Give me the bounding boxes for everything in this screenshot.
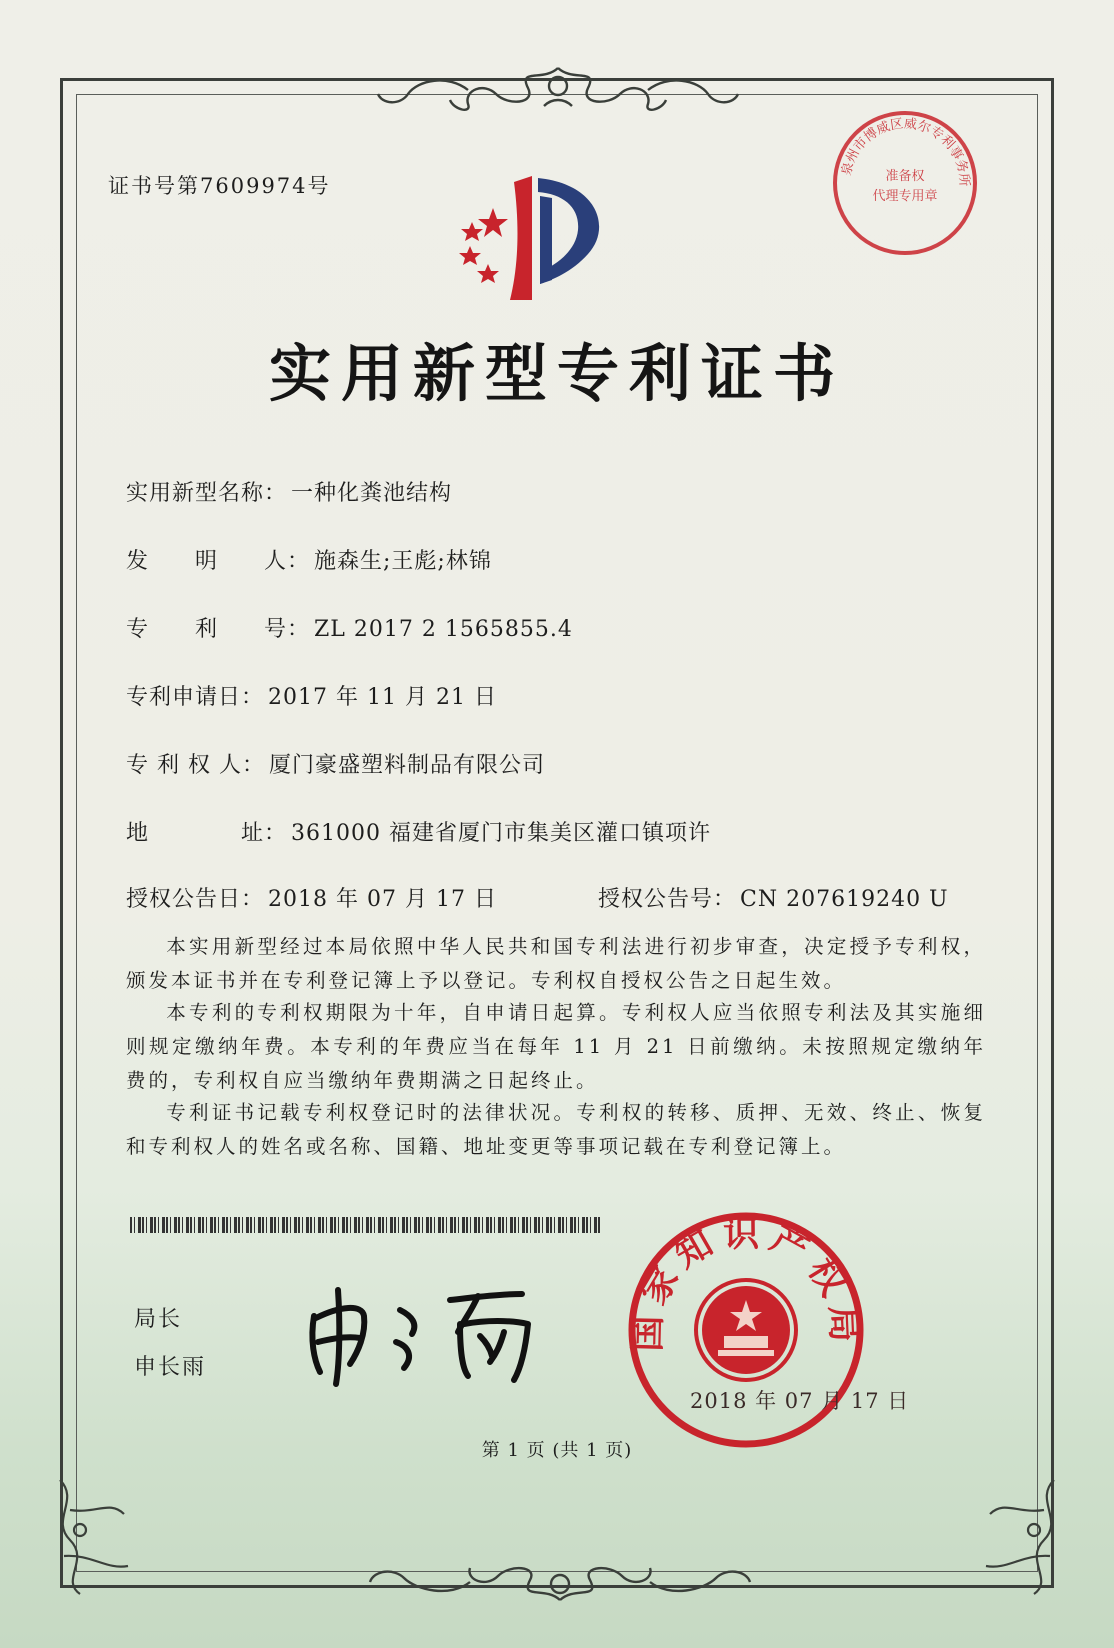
grant-date-row [126, 882, 497, 913]
patentee-label: 专 利 权 人： [126, 753, 265, 778]
patentee-value: 厦门豪盛塑料制品有限公司 [268, 753, 545, 778]
utility-model-name-row [126, 476, 452, 507]
seal-ring-text: 国家知识产权局 [626, 1212, 866, 1353]
grant-date-value: 2018 年 07 月 17 日 [268, 887, 497, 912]
page-indicator: 第 1 页 (共 1 页) [481, 1440, 633, 1461]
patent-number-row [126, 612, 573, 643]
grant-number-row [598, 882, 949, 913]
grant-number-label: 授权公告号： [598, 887, 737, 912]
patent-number-value: ZL 2017 2 1565855.4 [314, 617, 573, 642]
patentee-row [126, 748, 545, 779]
application-date-row [126, 680, 497, 711]
body-paragraph-3 [126, 1096, 986, 1164]
certificate-number: 证书号第7609974号 [108, 174, 331, 198]
seal-date: 2018 年 07 月 17 日 [690, 1389, 910, 1413]
inventor-row [126, 544, 492, 575]
body-paragraph-1-text: 本实用新型经过本局依照中华人民共和国专利法进行初步审查，决定授予专利权，颁发本证书并在专利登记簿上予以登记。专利权自授权公告之日起生效。 [126, 935, 986, 992]
corner-ornament-left [40, 1470, 150, 1600]
grant-number-value: CN 207619240 U [740, 887, 949, 912]
inventor-label: 发 明 人： [126, 549, 311, 574]
grant-date-label: 授权公告日： [126, 887, 265, 912]
body-paragraph-2 [126, 996, 986, 1098]
address-row [126, 816, 711, 847]
application-date-label: 专利申请日： [126, 685, 265, 710]
body-paragraph-2-text: 本专利的专利权期限为十年，自申请日起算。专利权人应当依照专利法及其实施细则规定缴纳年费。本专利的年费应当在每年 11 月 21 日前缴纳。未按照规定缴纳年费的，专利权自应当缴纳年费期满之日起终止。 [126, 1001, 986, 1092]
director-name: 申长雨 [134, 1355, 207, 1380]
patent-office-logo [448, 168, 616, 308]
top-ornament [368, 60, 748, 116]
body-paragraph-3-text: 专利证书记载专利权登记时的法律状况。专利权的转移、质押、无效、终止、恢复和专利权人的姓名或名称、国籍、地址变更等事项记载在专利登记簿上。 [126, 1101, 986, 1158]
national-emblem-icon [696, 1280, 796, 1380]
director-title: 局长 [134, 1307, 183, 1332]
corner-ornament-right [964, 1470, 1074, 1600]
utility-model-name-value: 一种化粪池结构 [291, 481, 453, 506]
patent-number-label: 专 利 号： [126, 617, 311, 642]
agent-seal [830, 108, 980, 258]
handwritten-signature [300, 1280, 550, 1390]
agent-seal-center-2: 代理专用章 [872, 189, 938, 204]
agent-seal-center-1: 准备权 [885, 169, 925, 184]
barcode [130, 1217, 600, 1233]
application-date-value: 2017 年 11 月 21 日 [268, 685, 497, 710]
page-title: 实用新型专利证书 [268, 337, 845, 410]
national-ip-office-seal [624, 1208, 868, 1452]
bottom-ornament [360, 1560, 760, 1616]
agent-seal-ring-text: 泉州市博威区威尔专利事务所 [839, 116, 972, 187]
utility-model-name-label: 实用新型名称： [126, 481, 288, 506]
address-label: 地 址： [126, 821, 288, 846]
address-value: 361000 福建省厦门市集美区灌口镇项许 [291, 821, 711, 846]
inventor-value: 施森生;王彪;林锦 [314, 549, 492, 574]
body-paragraph-1 [126, 930, 986, 998]
